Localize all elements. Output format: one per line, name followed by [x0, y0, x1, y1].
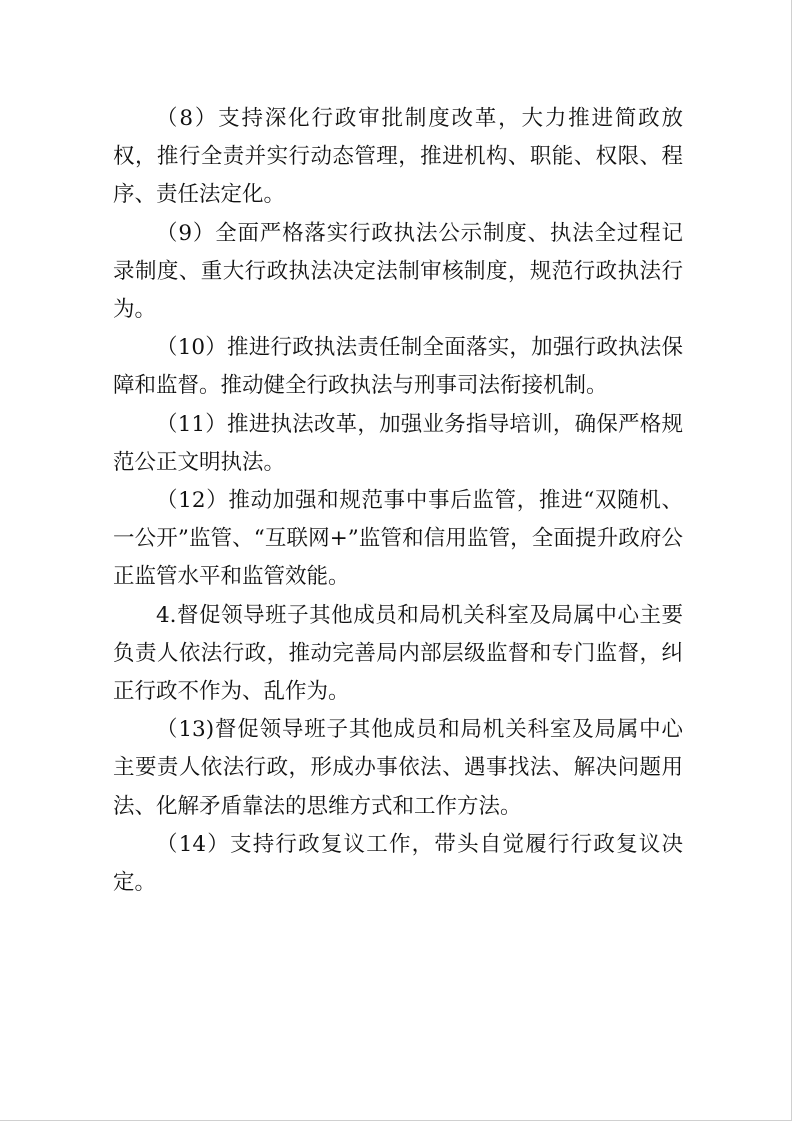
section-4-heading: 4.督促领导班子其他成员和局机关科室及局属中心主要负责人依法行政，推动完善局内部层级监督和专门监督，纠正行政不作为、乱作为。 [113, 602, 683, 705]
paragraph-8: （8）支持深化行政审批制度改革，大力推进简政放权，推行全责并实行动态管理，推进机构、职能、权限、程序、责任法定化。 [113, 106, 683, 208]
paragraph-13: （13)督促领导班子其他成员和局机关科室及局属中心主要责人依法行政，形成办事依法、遇事找法、解决问题用法、化解矛盾靠法的思维方式和工作方法。 [113, 717, 683, 819]
document-body [113, 100, 683, 902]
paragraph-12: （12）推动加强和规范事中事后监管，推进“双随机、一公开”监管、“互联网+”监管和信用监管，全面提升政府公正监管水平和监管效能。 [113, 488, 683, 590]
paragraph-9: （9）全面严格落实行政执法公示制度、执法全过程记录制度、重大行政执法决定法制审核制度，规范行政执法行为。 [113, 220, 683, 323]
paragraph-10: （10）推进行政执法责任制全面落实，加强行政执法保障和监督。推动健全行政执法与刑事司法衔接机制。 [113, 335, 683, 399]
paragraph-11: （11）推进执法改革，加强业务指导培训，确保严格规范公正文明执法。 [113, 411, 683, 475]
paragraph-14: （14）支持行政复议工作，带头自觉履行行政复议决定。 [113, 831, 683, 896]
